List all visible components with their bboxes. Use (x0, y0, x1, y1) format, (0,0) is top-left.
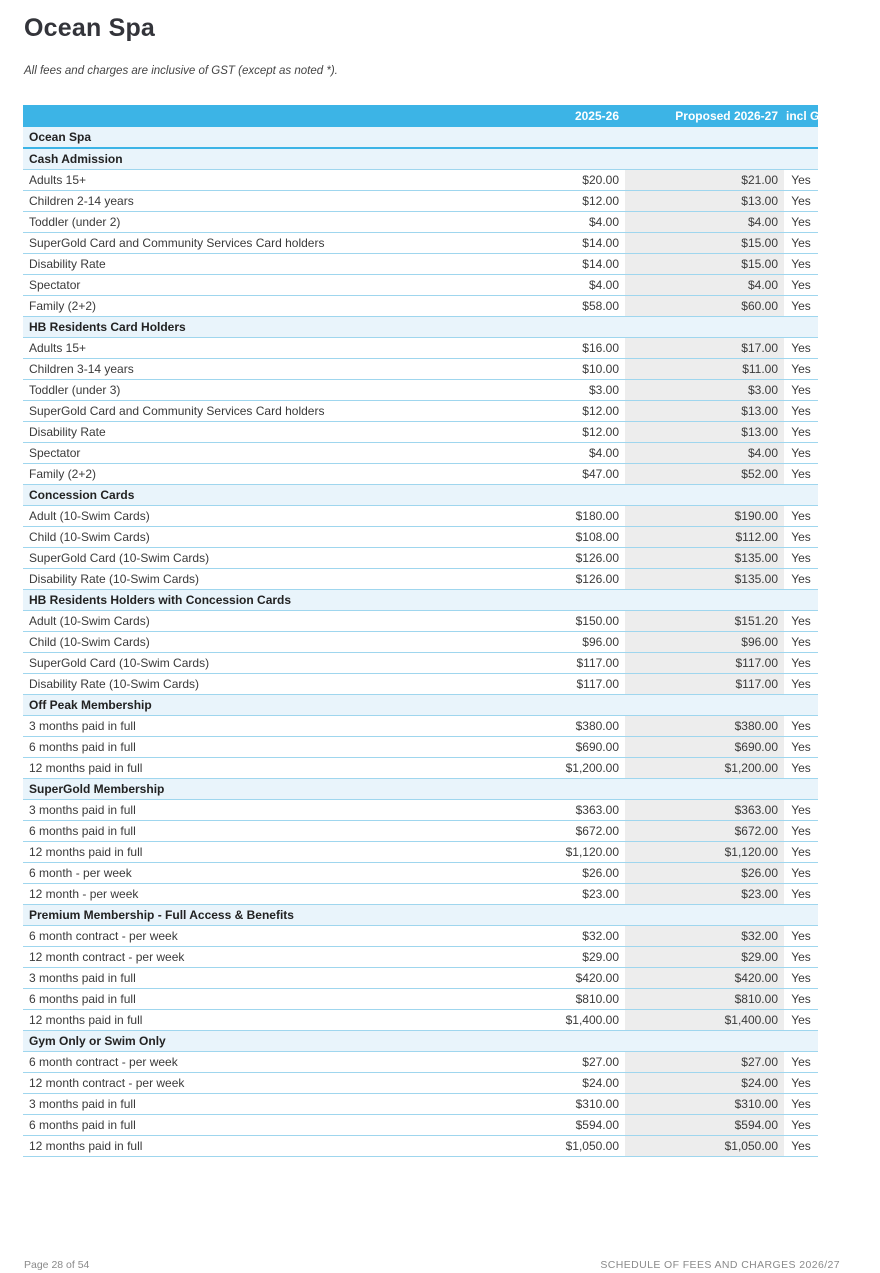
fee-current: $47.00 (445, 463, 625, 484)
group-row (23, 484, 818, 505)
fee-description: Disability Rate (23, 421, 445, 442)
document-title: SCHEDULE OF FEES AND CHARGES 2026/27 (600, 1259, 840, 1271)
fee-description: Family (2+2) (23, 463, 445, 484)
fee-current: $23.00 (445, 883, 625, 904)
fee-proposed: $810.00 (625, 988, 784, 1009)
gst-flag: Yes (784, 442, 818, 463)
fee-current: $180.00 (445, 505, 625, 526)
table-row (23, 1051, 818, 1072)
fee-current: $1,050.00 (445, 1135, 625, 1156)
fee-proposed: $117.00 (625, 673, 784, 694)
group-row (23, 589, 818, 610)
table-row (23, 841, 818, 862)
fee-current: $12.00 (445, 190, 625, 211)
gst-flag: Yes (784, 1072, 818, 1093)
section-title: Ocean Spa (23, 127, 818, 148)
table-header (23, 105, 835, 127)
gst-flag: Yes (784, 463, 818, 484)
fee-description: SuperGold Card and Community Services Card holders (23, 232, 445, 253)
fee-description: 6 months paid in full (23, 1114, 445, 1135)
header-description (23, 105, 445, 127)
gst-flag: Yes (784, 673, 818, 694)
fee-description: 6 month - per week (23, 862, 445, 883)
fee-description: 12 month contract - per week (23, 1072, 445, 1093)
table-row (23, 337, 818, 358)
group-row (23, 694, 818, 715)
gst-flag: Yes (784, 232, 818, 253)
fee-current: $4.00 (445, 211, 625, 232)
table-row (23, 211, 818, 232)
table-row (23, 1114, 818, 1135)
table-row (23, 232, 818, 253)
group-title: Cash Admission (23, 148, 818, 169)
fee-current: $380.00 (445, 715, 625, 736)
fee-proposed: $310.00 (625, 1093, 784, 1114)
fee-description: Adult (10-Swim Cards) (23, 610, 445, 631)
fee-proposed: $135.00 (625, 568, 784, 589)
fee-current: $810.00 (445, 988, 625, 1009)
table-row (23, 610, 818, 631)
fee-proposed: $594.00 (625, 1114, 784, 1135)
table-row (23, 1072, 818, 1093)
table-row (23, 1135, 818, 1156)
gst-flag: Yes (784, 631, 818, 652)
fee-description: Disability Rate (10-Swim Cards) (23, 568, 445, 589)
fee-current: $1,200.00 (445, 757, 625, 778)
gst-flag: Yes (784, 1051, 818, 1072)
fee-description: Spectator (23, 274, 445, 295)
gst-flag: Yes (784, 883, 818, 904)
fee-current: $58.00 (445, 295, 625, 316)
fee-current: $690.00 (445, 736, 625, 757)
fee-current: $126.00 (445, 568, 625, 589)
table-row (23, 442, 818, 463)
fee-proposed: $60.00 (625, 295, 784, 316)
page-number: Page 28 of 54 (24, 1259, 90, 1271)
table-row (23, 988, 818, 1009)
gst-flag: Yes (784, 274, 818, 295)
fee-description: Spectator (23, 442, 445, 463)
fee-proposed: $112.00 (625, 526, 784, 547)
fee-proposed: $11.00 (625, 358, 784, 379)
fee-proposed: $4.00 (625, 442, 784, 463)
table-row (23, 757, 818, 778)
table-row (23, 568, 818, 589)
fee-proposed: $690.00 (625, 736, 784, 757)
page-title: Ocean Spa (24, 14, 156, 42)
fee-description: 3 months paid in full (23, 967, 445, 988)
fee-description: Adults 15+ (23, 337, 445, 358)
table-row (23, 400, 818, 421)
fee-description: 12 months paid in full (23, 1009, 445, 1030)
fee-description: Children 3-14 years (23, 358, 445, 379)
group-row (23, 316, 818, 337)
fee-proposed: $52.00 (625, 463, 784, 484)
fee-description: SuperGold Card (10-Swim Cards) (23, 652, 445, 673)
gst-flag: Yes (784, 925, 818, 946)
fee-description: Children 2-14 years (23, 190, 445, 211)
gst-flag: Yes (784, 862, 818, 883)
table-row (23, 820, 818, 841)
header-proposed-year: Proposed 2026-27 (625, 105, 784, 127)
fee-proposed: $24.00 (625, 1072, 784, 1093)
fee-current: $27.00 (445, 1051, 625, 1072)
fee-current: $1,400.00 (445, 1009, 625, 1030)
fee-proposed: $13.00 (625, 190, 784, 211)
table-row (23, 379, 818, 400)
fee-proposed: $26.00 (625, 862, 784, 883)
fee-proposed: $1,400.00 (625, 1009, 784, 1030)
fee-current: $672.00 (445, 820, 625, 841)
fee-description: 12 month contract - per week (23, 946, 445, 967)
gst-flag: Yes (784, 295, 818, 316)
fee-description: SuperGold Card (10-Swim Cards) (23, 547, 445, 568)
fee-proposed: $4.00 (625, 211, 784, 232)
fee-description: Toddler (under 3) (23, 379, 445, 400)
gst-flag: Yes (784, 400, 818, 421)
fee-description: 12 months paid in full (23, 841, 445, 862)
fee-description: 6 months paid in full (23, 988, 445, 1009)
fee-current: $20.00 (445, 169, 625, 190)
table-row (23, 925, 818, 946)
table-row (23, 274, 818, 295)
fee-description: 3 months paid in full (23, 715, 445, 736)
fee-current: $117.00 (445, 652, 625, 673)
table-row (23, 631, 818, 652)
gst-flag: Yes (784, 421, 818, 442)
fee-current: $14.00 (445, 253, 625, 274)
fee-description: 6 months paid in full (23, 736, 445, 757)
fee-proposed: $380.00 (625, 715, 784, 736)
group-title: HB Residents Holders with Concession Cards (23, 589, 818, 610)
fee-current: $117.00 (445, 673, 625, 694)
gst-flag: Yes (784, 253, 818, 274)
fee-description: Disability Rate (23, 253, 445, 274)
gst-flag: Yes (784, 169, 818, 190)
fee-description: 3 months paid in full (23, 799, 445, 820)
group-title: Off Peak Membership (23, 694, 818, 715)
table-row (23, 736, 818, 757)
fee-current: $12.00 (445, 400, 625, 421)
table-row (23, 1093, 818, 1114)
fee-description: 12 months paid in full (23, 1135, 445, 1156)
group-row (23, 148, 818, 169)
fee-current: $10.00 (445, 358, 625, 379)
fee-description: Adult (10-Swim Cards) (23, 505, 445, 526)
fee-proposed: $21.00 (625, 169, 784, 190)
fee-proposed: $29.00 (625, 946, 784, 967)
fee-description: 6 month contract - per week (23, 925, 445, 946)
table-row (23, 946, 818, 967)
fee-current: $14.00 (445, 232, 625, 253)
fee-description: 3 months paid in full (23, 1093, 445, 1114)
fee-proposed: $17.00 (625, 337, 784, 358)
fee-description: 12 month - per week (23, 883, 445, 904)
gst-flag: Yes (784, 1135, 818, 1156)
fee-description: SuperGold Card and Community Services Card holders (23, 400, 445, 421)
table-row (23, 358, 818, 379)
table-row (23, 862, 818, 883)
fee-proposed: $151.20 (625, 610, 784, 631)
fee-current: $310.00 (445, 1093, 625, 1114)
group-title: HB Residents Card Holders (23, 316, 818, 337)
gst-flag: Yes (784, 967, 818, 988)
fee-proposed: $4.00 (625, 274, 784, 295)
gst-flag: Yes (784, 337, 818, 358)
fee-proposed: $1,200.00 (625, 757, 784, 778)
table-row (23, 883, 818, 904)
gst-flag: Yes (784, 652, 818, 673)
gst-flag: Yes (784, 946, 818, 967)
fee-proposed: $15.00 (625, 232, 784, 253)
gst-flag: Yes (784, 190, 818, 211)
fee-proposed: $15.00 (625, 253, 784, 274)
fee-current: $3.00 (445, 379, 625, 400)
gst-flag: Yes (784, 610, 818, 631)
fee-current: $594.00 (445, 1114, 625, 1135)
table-row (23, 463, 818, 484)
fee-description: Toddler (under 2) (23, 211, 445, 232)
group-title: Concession Cards (23, 484, 818, 505)
header-row (23, 105, 818, 127)
fee-description: Adults 15+ (23, 169, 445, 190)
fee-proposed: $672.00 (625, 820, 784, 841)
gst-flag: Yes (784, 1009, 818, 1030)
table-row (23, 967, 818, 988)
fee-description: Child (10-Swim Cards) (23, 526, 445, 547)
fee-current: $16.00 (445, 337, 625, 358)
header-current-year: 2025-26 (445, 105, 625, 127)
fee-proposed: $96.00 (625, 631, 784, 652)
fee-current: $32.00 (445, 925, 625, 946)
fee-current: $26.00 (445, 862, 625, 883)
table-row (23, 295, 818, 316)
gst-flag: Yes (784, 736, 818, 757)
gst-flag: Yes (784, 526, 818, 547)
table-body (23, 127, 818, 1156)
fee-description: Child (10-Swim Cards) (23, 631, 445, 652)
fee-current: $126.00 (445, 547, 625, 568)
fee-proposed: $117.00 (625, 652, 784, 673)
table-row (23, 169, 818, 190)
fee-proposed: $13.00 (625, 421, 784, 442)
fee-proposed: $190.00 (625, 505, 784, 526)
table-row (23, 652, 818, 673)
gst-flag: Yes (784, 547, 818, 568)
gst-flag: Yes (784, 988, 818, 1009)
fee-current: $12.00 (445, 421, 625, 442)
fee-proposed: $1,120.00 (625, 841, 784, 862)
gst-flag: Yes (784, 568, 818, 589)
group-row (23, 778, 818, 799)
fee-proposed: $13.00 (625, 400, 784, 421)
fee-description: 6 month contract - per week (23, 1051, 445, 1072)
group-title: Premium Membership - Full Access & Benefits (23, 904, 818, 925)
gst-flag: Yes (784, 379, 818, 400)
gst-flag: Yes (784, 505, 818, 526)
table-row (23, 547, 818, 568)
table-row (23, 799, 818, 820)
fee-proposed: $363.00 (625, 799, 784, 820)
fee-current: $1,120.00 (445, 841, 625, 862)
gst-flag: Yes (784, 799, 818, 820)
table-row (23, 1009, 818, 1030)
fee-proposed: $135.00 (625, 547, 784, 568)
gst-flag: Yes (784, 820, 818, 841)
subtitle-note: All fees and charges are inclusive of GST (except as noted *). (24, 65, 338, 77)
fee-current: $4.00 (445, 274, 625, 295)
table-row (23, 253, 818, 274)
group-title: Gym Only or Swim Only (23, 1030, 818, 1051)
section-row (23, 127, 818, 148)
gst-flag: Yes (784, 841, 818, 862)
fee-proposed: $1,050.00 (625, 1135, 784, 1156)
group-row (23, 1030, 818, 1051)
gst-flag: Yes (784, 211, 818, 232)
gst-flag: Yes (784, 1093, 818, 1114)
group-row (23, 904, 818, 925)
fee-proposed: $420.00 (625, 967, 784, 988)
fee-current: $96.00 (445, 631, 625, 652)
table-row (23, 421, 818, 442)
fee-description: 6 months paid in full (23, 820, 445, 841)
fee-description: 12 months paid in full (23, 757, 445, 778)
table-row (23, 526, 818, 547)
fee-current: $150.00 (445, 610, 625, 631)
table-row (23, 505, 818, 526)
fee-current: $24.00 (445, 1072, 625, 1093)
fee-proposed: $3.00 (625, 379, 784, 400)
fee-description: Disability Rate (10-Swim Cards) (23, 673, 445, 694)
fee-current: $4.00 (445, 442, 625, 463)
group-title: SuperGold Membership (23, 778, 818, 799)
table-row (23, 190, 818, 211)
gst-flag: Yes (784, 715, 818, 736)
fee-proposed: $27.00 (625, 1051, 784, 1072)
gst-flag: Yes (784, 757, 818, 778)
table-row (23, 715, 818, 736)
fees-table (23, 105, 835, 1157)
fee-proposed: $23.00 (625, 883, 784, 904)
fee-current: $108.00 (445, 526, 625, 547)
fee-description: Family (2+2) (23, 295, 445, 316)
header-incl-gst: incl GST (784, 105, 818, 127)
fee-current: $363.00 (445, 799, 625, 820)
fee-current: $420.00 (445, 967, 625, 988)
gst-flag: Yes (784, 1114, 818, 1135)
fee-proposed: $32.00 (625, 925, 784, 946)
gst-flag: Yes (784, 358, 818, 379)
table-row (23, 673, 818, 694)
fee-current: $29.00 (445, 946, 625, 967)
